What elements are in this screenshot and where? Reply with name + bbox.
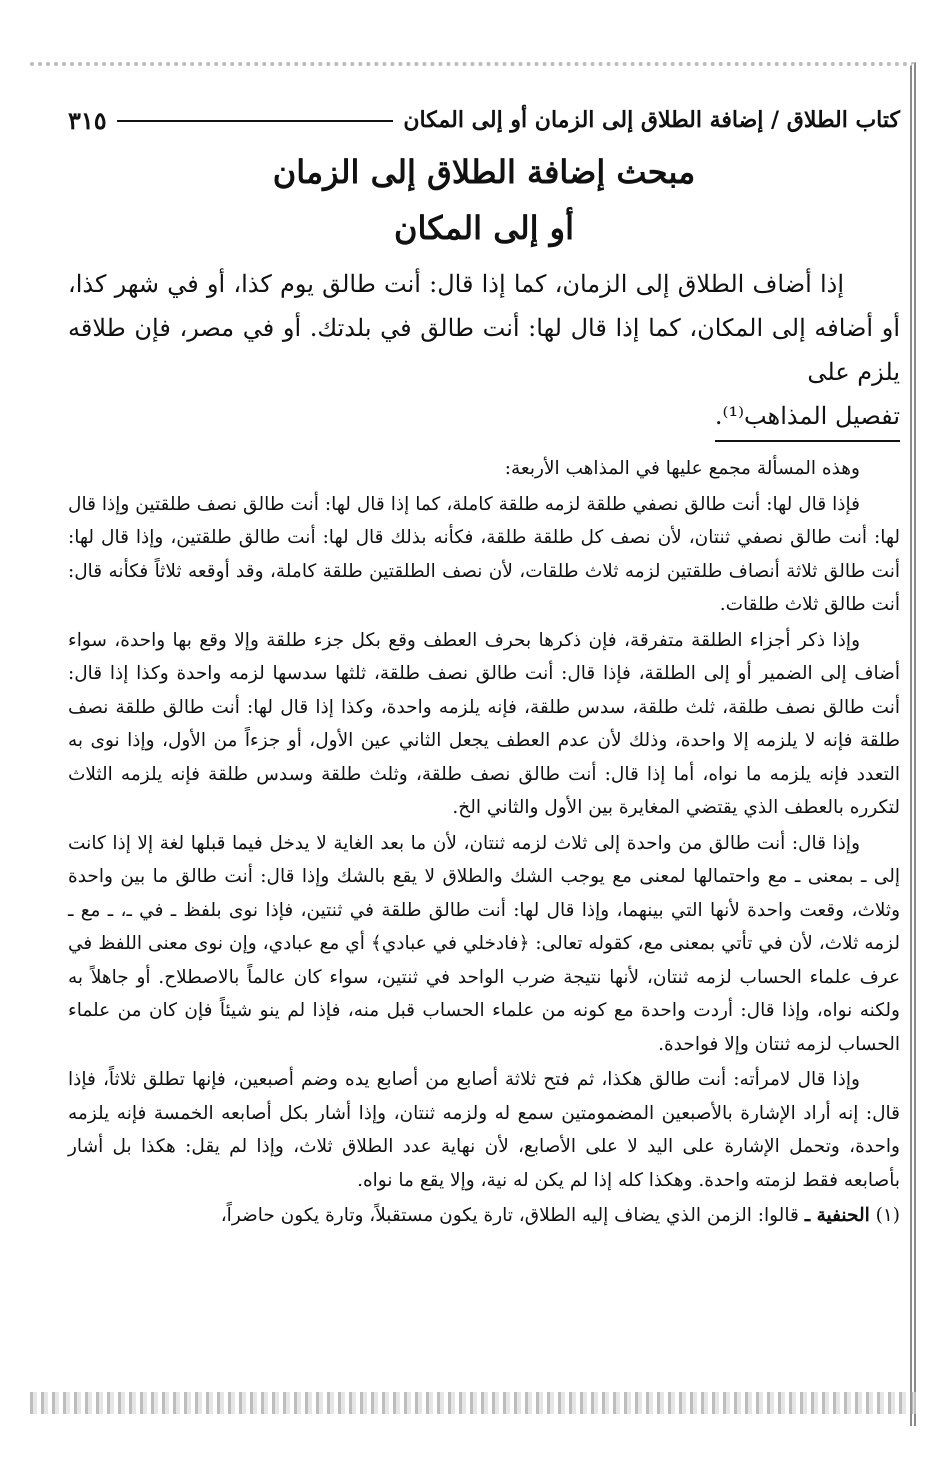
lead-last-line: تفصيل المذاهب⁽¹⁾. <box>715 394 900 442</box>
footnote-text: قالوا: الزمن الذي يضاف إليه الطلاق، تارة يكون مستقبلاً، وتارة يكون حاضراً، <box>220 1205 799 1226</box>
page-number: ٣١٥ <box>68 105 107 135</box>
body-text <box>68 452 900 1197</box>
running-title: كتاب الطلاق / إضافة الطلاق إلى الزمان أو إلى المكان <box>403 107 900 133</box>
paragraph: وإذا قال: أنت طالق من واحدة إلى ثلاث لزمه ثنتان، لأن ما بعد الغاية لا يدخل فيما قبلها لغة إلا إذا كانت إلى ـ بمعنى ـ مع واحتمالها لمعنى مع يوجب الشك والطلاق لا يقع بالشك وإذا قال: أنت طالق ما بين واحدة وثلاث، وقعت واحدة لأنها التي بينهما، وإذا قال لها: أنت طالق طلقة في ثنتين، فإذا نوى بلفظ ـ في ـ، ـ مع ـ لزمه ثلاث، لأن في تأتي بمعنى مع، كقوله تعالى: ﴿فادخلي في عبادي﴾ أي مع عبادي، وإن نوى معنى اللفظ في عرف علماء الحساب لزمه ثنتان، لأنها نتيجة ضرب الواحد في ثنتين، سواء كان عالماً بالاصطلاح. أو جاهلاً به ولكنه نواه، وإذا قال: أردت واحدة مع كونه من علماء الحساب قبل منه، فإذا لم ينو شيئاً فإن كان من علماء الحساب لزمه ثنتان وإلا فواحدة. <box>68 832 900 1055</box>
page-content <box>68 100 900 1233</box>
decorative-bottom-border <box>30 1392 916 1414</box>
running-header <box>68 100 900 140</box>
footnote-number: (١) <box>875 1205 900 1226</box>
chapter-title-line-1: مبحث إضافة الطلاق إلى الزمان <box>272 153 696 191</box>
chapter-title <box>68 144 900 256</box>
header-rule <box>117 119 394 122</box>
lead-paragraph <box>68 262 900 442</box>
lead-text: إذا أضاف الطلاق إلى الزمان، كما إذا قال: أنت طالق يوم كذا، أو في شهر كذا، أو أضافه إلى المكان، كما إذا قال لها: أنت طالق في بلدتك. أو في مصر، فإن طلاقه يلزم على <box>68 270 900 386</box>
paragraph: وإذا ذكر أجزاء الطلقة متفرقة، فإن ذكرها بحرف العطف وقع بكل جزء طلقة وإلا وقع بها واحدة، سواء أضاف إلى الضمير أو إلى الطلقة، فإذا قال: أنت طالق نصف طلقة، ثلثها سدسها لزمه واحدة وكذا إذا قال: أنت طالق نصف طلقة، ثلث طلقة، سدس طلقة، فإنه يلزمه واحدة، وكذا إذا قال لها: أنت طالق طلقة نصف طلقة فإنه لا يلزمه إلا واحدة، وذلك لأن عدم العطف يجعل الثاني عين الأول، أو جزءاً من الأول، وإذا نوى به التعدد فإنه يلزمه ما نواه، أما إذا قال: أنت طالق نصف طلقة، وثلث طلقة وسدس طلقة فإنه يلزمه الثلاث لتكرره بالعطف الذي يقتضي المغايرة بين الأول والثاني الخ. <box>68 629 900 818</box>
paragraph: وهذه المسألة مجمع عليها في المذاهب الأربعة: <box>504 458 860 479</box>
paragraph: فإذا قال لها: أنت طالق نصفي طلقة لزمه طلقة كاملة، كما إذا قال لها: أنت طالق نصف طلقتين وإذا قال لها: أنت طالق نصفي ثنتان، لأن نصف كل طلقة طلقة، فكأنه بذلك قال لها: أنت طالق طلقتين، وإذا قال لها: أنت طالق ثلاثة أنصاف طلقتين لزمه ثلاث طلقات، لأن نصف الطلقتين طلقة كاملة، وقد أوقعه ثلاثاً فكأنه قال: أنت طالق ثلاث طلقات. <box>68 493 900 615</box>
footnote <box>68 1199 900 1233</box>
footnote-label: الحنفية ـ <box>804 1205 870 1226</box>
chapter-title-line-2: أو إلى المكان <box>394 209 574 247</box>
paragraph: وإذا قال لامرأته: أنت طالق هكذا، ثم فتح ثلاثة أصابع من أصابع يده وضم أصبعين، فإنها تطلق ثلاثاً، فإذا قال: إنه أراد الإشارة بالأصبعين المضمومتين سمع له ولزمه ثنتان، وإذا أشار بكل أصابعه الخمسة فإنه يلزمه واحدة، وتحمل الإشارة على اليد لا على الأصابع، لأن نهاية عدد الطلاق ثلاث، وإذا لم يقل: هكذا بل أشار بأصابعه فقط لزمته واحدة. وهكذا كله إذا لم يكن له نية، وإلا يقع ما نواه. <box>68 1069 900 1191</box>
